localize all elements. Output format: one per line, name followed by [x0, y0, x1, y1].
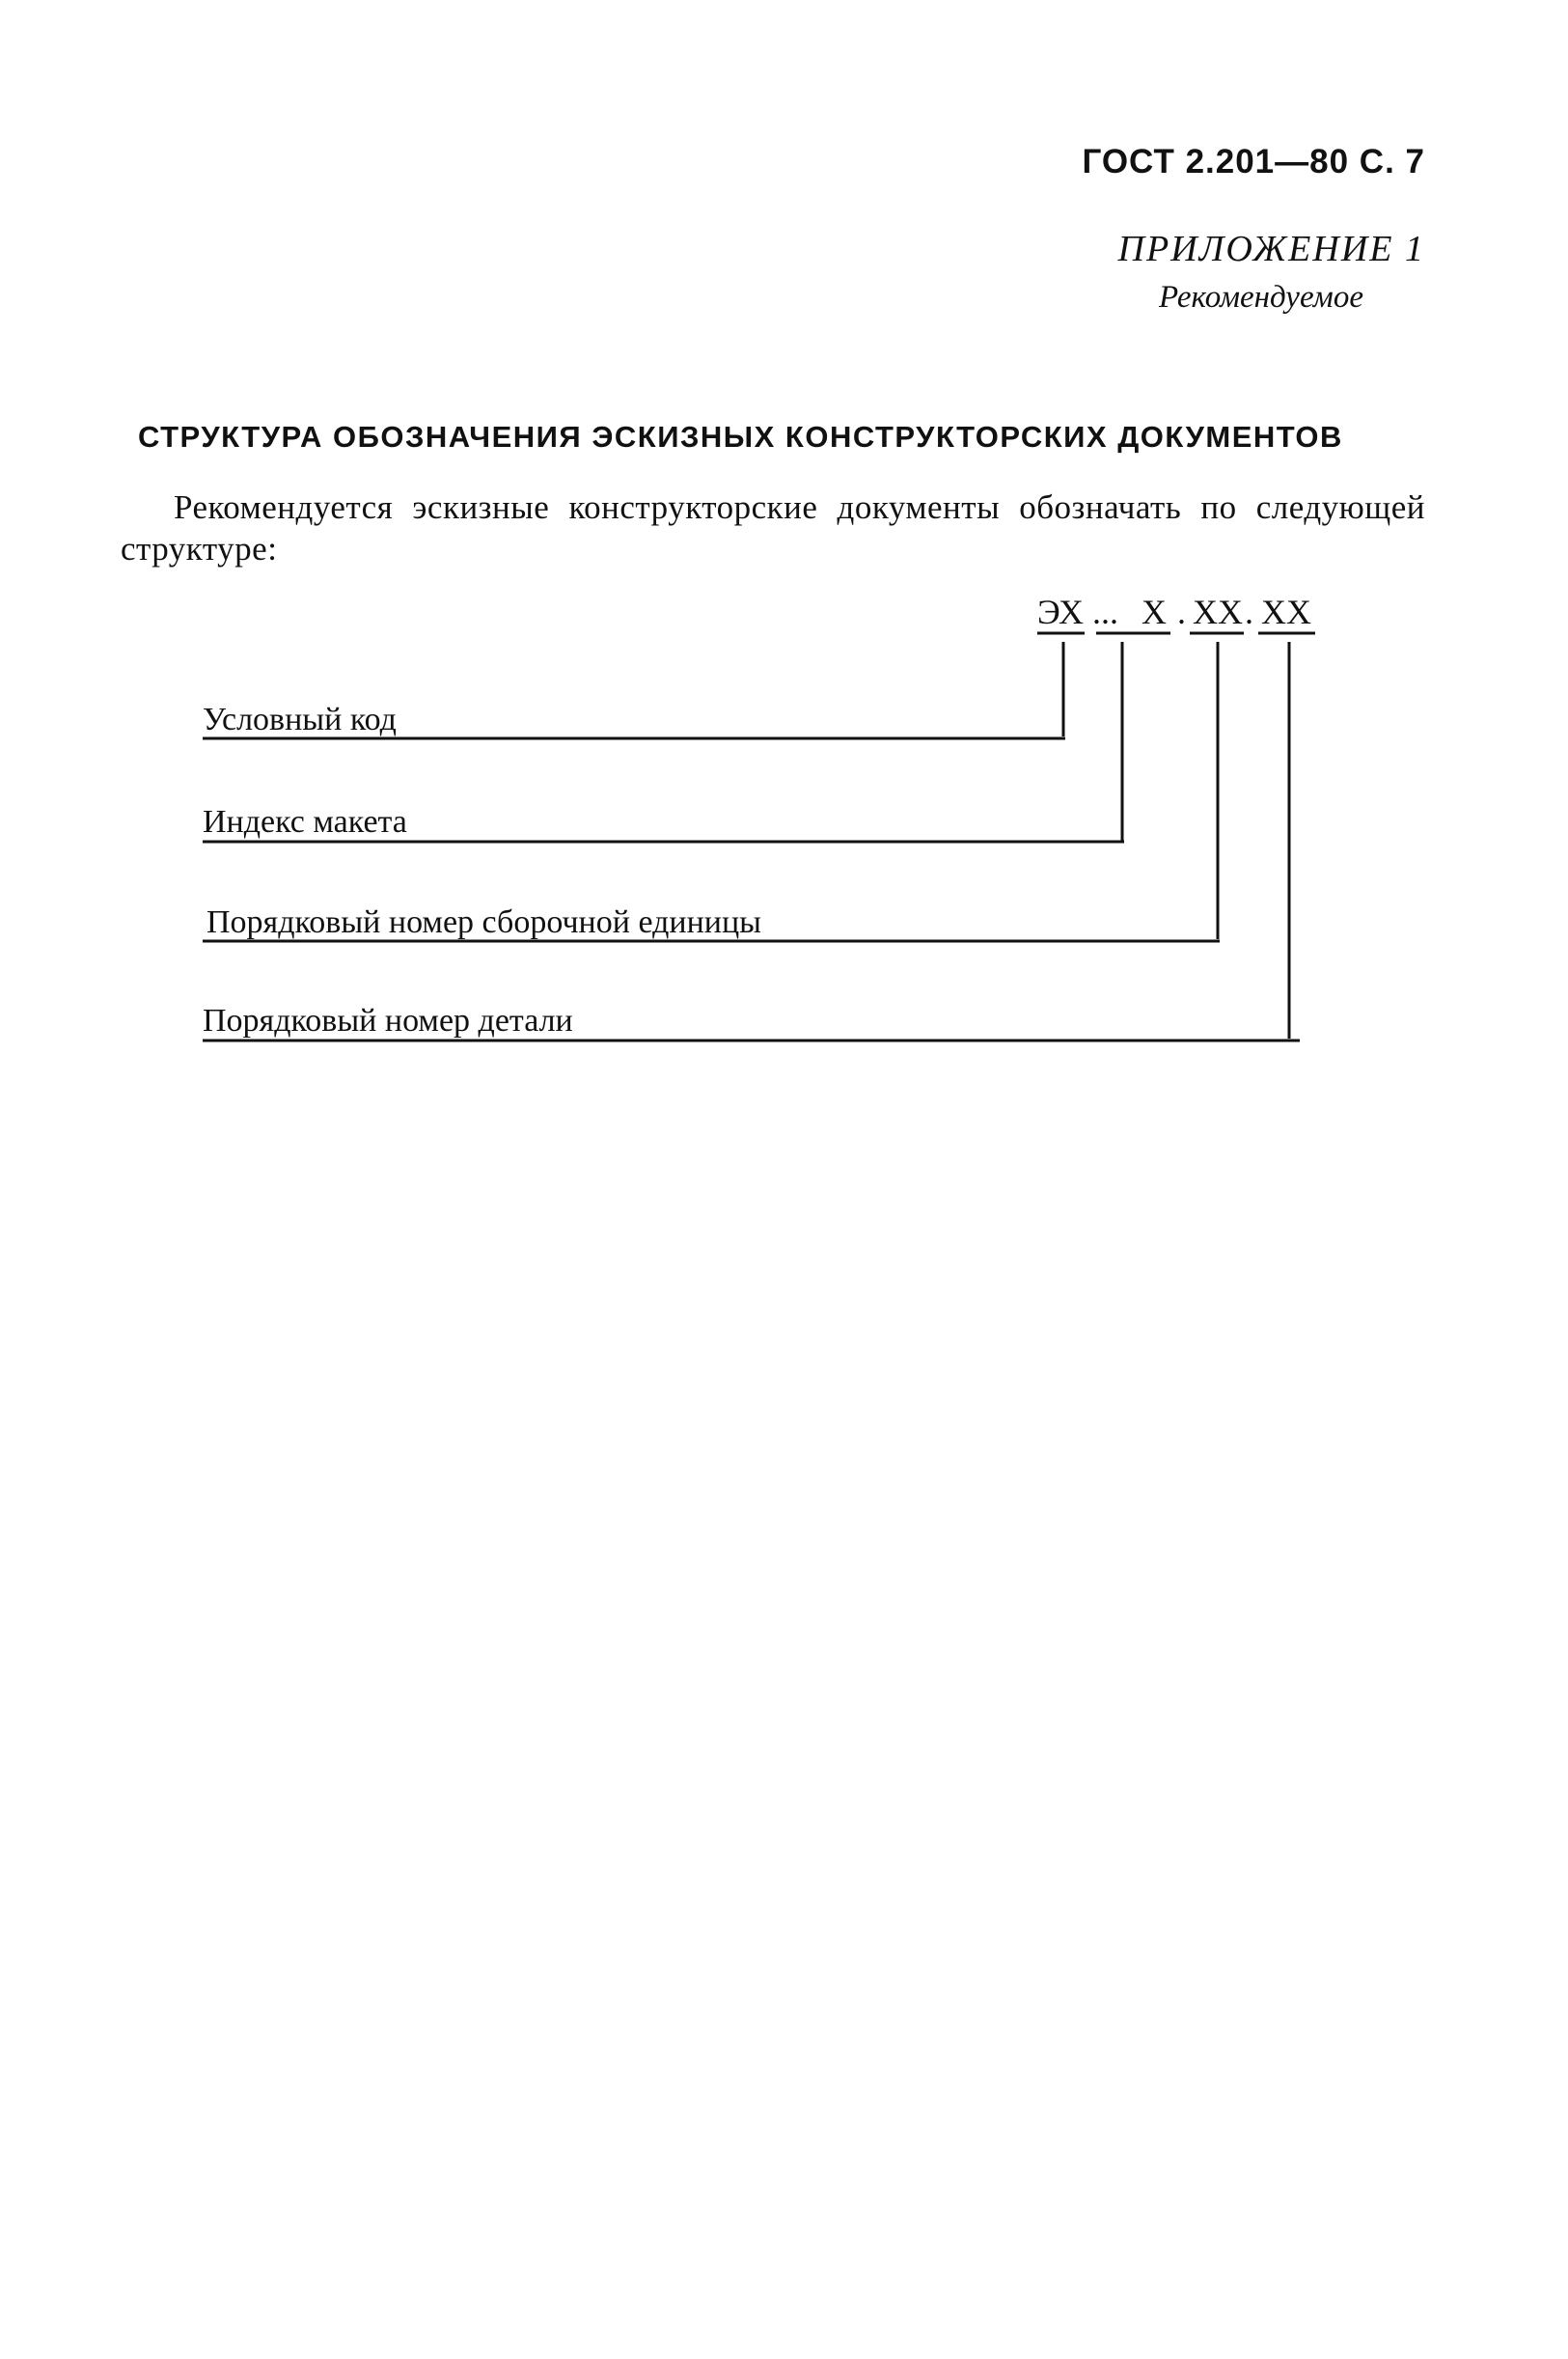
designation-part-detail: ХХ: [1261, 593, 1311, 631]
appendix-label: ПРИЛОЖЕНИЕ 1: [1117, 229, 1425, 269]
label-assembly-number: Порядковый номер сборочной единицы: [206, 904, 762, 940]
intro-paragraph: Рекомендуется эскизные конструкторские документы обозначать по следующей структуре:: [121, 488, 1425, 568]
label-model-index: Индекс макета: [203, 804, 407, 840]
label-conditional-code: Условный код: [203, 702, 397, 737]
designation-part-model-index: Х: [1142, 593, 1167, 631]
label-detail-number: Порядковый номер детали: [203, 1003, 573, 1039]
designation-part-code: ЭХ: [1037, 593, 1084, 631]
running-head: ГОСТ 2.201—80 С. 7: [1082, 143, 1425, 180]
designation-part-ellipsis: ...: [1092, 593, 1118, 631]
designation-part-assembly: ХХ: [1193, 593, 1243, 631]
designation-dot-2: .: [1245, 593, 1253, 631]
appendix-status: Рекомендуемое: [1158, 280, 1363, 315]
section-title: СТРУКТУРА ОБОЗНАЧЕНИЯ ЭСКИЗНЫХ КОНСТРУКТОРСКИХ ДОКУМЕНТОВ: [138, 420, 1343, 454]
designation-dot-1: .: [1177, 593, 1186, 631]
